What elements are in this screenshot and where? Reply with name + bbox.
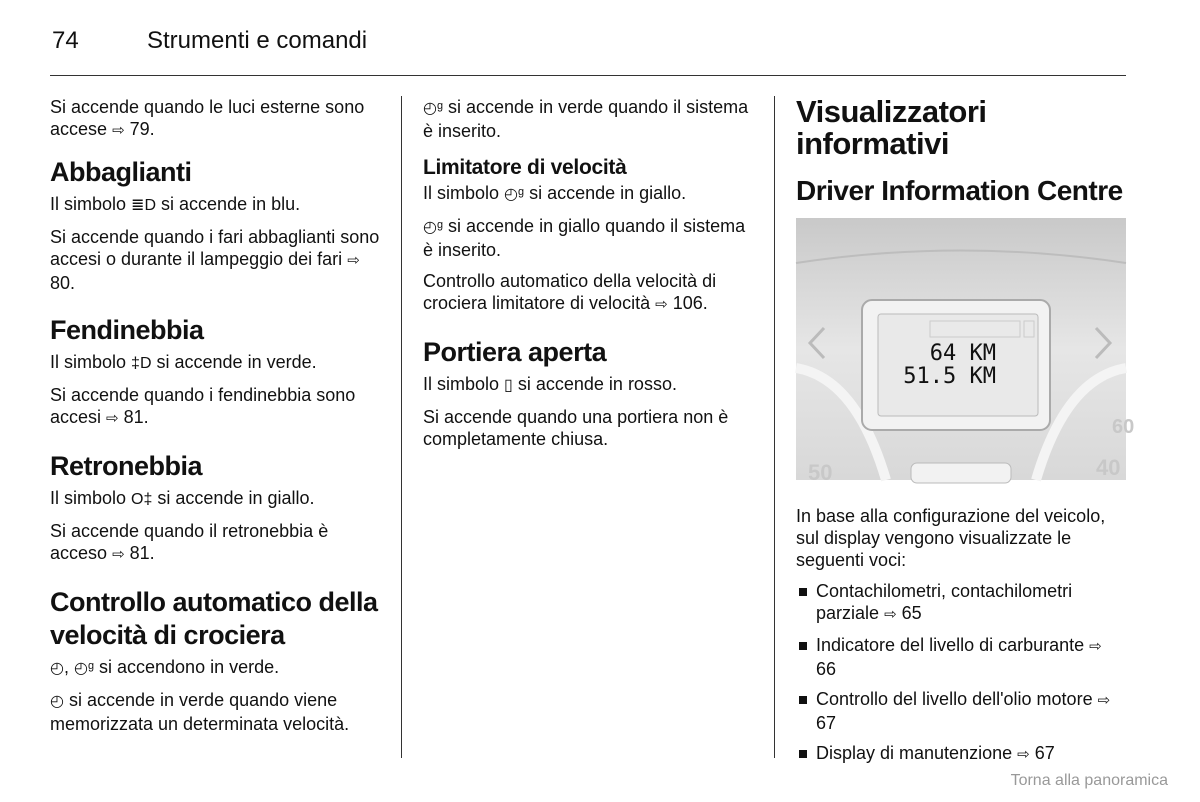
paragraph: Il simbolo O‡ si accende in giallo. xyxy=(50,488,315,508)
column-divider xyxy=(774,96,775,758)
paragraph: In base alla configurazione del veicolo, sul display vengono visualizzate le seguenti voci: xyxy=(796,506,1106,570)
section-title-cruise-control: Controllo automatico della velocità di crociera xyxy=(50,587,378,650)
speed-limiter-icon: ◴ᵍ xyxy=(423,219,443,236)
page-number: 74 xyxy=(52,27,79,54)
gauge-label-right-top: 60 xyxy=(1112,416,1135,438)
paragraph: ◴, ◴ᵍ si accendono in verde. xyxy=(50,657,280,677)
page-ref-arrow-icon: ⇨ xyxy=(1017,746,1030,763)
list-item: Indicatore del livello di carburante ⇨ 66 xyxy=(796,634,1126,680)
section-title-fendinebbia: Fendinebbia xyxy=(50,315,204,345)
column-divider xyxy=(401,96,402,758)
paragraph: Controllo automatico della velocità di crociera limitatore di velocità ⇨ 106. xyxy=(423,271,717,313)
paragraph: ◴ si accende in verde quando viene memorizzata un determinata velocità. xyxy=(50,690,350,734)
header-rule xyxy=(50,75,1126,76)
cruise-control-icon: ◴ xyxy=(50,693,64,710)
gauge-label-right: 40 xyxy=(1096,455,1121,480)
front-fog-light-icon: ‡D xyxy=(131,355,152,372)
dic-display-illustration xyxy=(796,218,1135,485)
display-line-1: 64 KM xyxy=(929,341,996,366)
paragraph: ◴ᵍ si accende in verde quando il sistema è inserito. xyxy=(423,97,749,141)
paragraph: Il simbolo ‡D si accende in verde. xyxy=(50,352,317,372)
page-ref-arrow-icon: ⇨ xyxy=(884,606,897,623)
list-item: Controllo del livello dell'olio motore ⇨ 67 xyxy=(796,688,1126,734)
cruise-control-icon: ◴ xyxy=(50,660,64,677)
paragraph: Si accende quando i fari abbaglianti sono accesi o durante il lampeggio dei fari ⇨ 80. xyxy=(50,227,380,293)
back-to-overview-link[interactable]: Torna alla panoramica xyxy=(1010,772,1168,789)
page-ref-arrow-icon: ⇨ xyxy=(1097,692,1111,709)
section-title-abbaglianti: Abbaglianti xyxy=(50,157,192,187)
section-title-portiera: Portiera aperta xyxy=(423,337,607,367)
paragraph: Si accende quando i fendinebbia sono accesi ⇨ 81. xyxy=(50,385,356,427)
paragraph: Il simbolo ≣D si accende in blu. xyxy=(50,194,301,214)
column-1 xyxy=(50,96,385,744)
paragraph: Il simbolo ▯ si accende in rosso. xyxy=(423,374,677,394)
page-ref-arrow-icon: ⇨ xyxy=(106,410,119,427)
speed-limiter-icon: ◴ᵍ xyxy=(423,100,443,117)
speed-limiter-icon: ◴ᵍ xyxy=(73,660,94,677)
paragraph: Si accende quando le luci esterne sono accese ⇨ 79. xyxy=(50,97,365,139)
door-open-icon: ▯ xyxy=(504,377,513,394)
paragraph: Si accende quando il retronebbia è acceso ⇨ 81. xyxy=(50,521,329,563)
page-ref-arrow-icon: ⇨ xyxy=(112,122,125,139)
paragraph: Si accende quando una portiera non è completamente chiusa. xyxy=(423,407,729,449)
display-line-2: 51.5 KM xyxy=(903,364,996,389)
speed-limiter-icon: ◴ᵍ xyxy=(504,186,525,203)
section-title-limitatore: Limitatore di velocità xyxy=(423,156,627,179)
section-title-retronebbia: Retronebbia xyxy=(50,451,203,481)
column-3 xyxy=(796,94,1135,774)
column-2 xyxy=(423,96,758,459)
section-title-dic: Driver Information Centre xyxy=(796,175,1123,206)
paragraph: Il simbolo ◴ᵍ si accende in giallo. xyxy=(423,183,687,203)
paragraph: ◴ᵍ si accende in giallo quando il sistema è inserito. xyxy=(423,216,746,260)
page-ref-arrow-icon: ⇨ xyxy=(655,296,668,313)
page-ref-arrow-icon: ⇨ xyxy=(112,546,125,563)
page-ref-arrow-icon: ⇨ xyxy=(1089,638,1102,655)
rear-fog-light-icon: O‡ xyxy=(131,491,153,508)
list-item: Display di manutenzione ⇨ 67 xyxy=(796,742,1126,766)
chapter-title: Visualizzatori informativi xyxy=(796,94,987,161)
page-header-title: Strumenti e comandi xyxy=(147,27,368,54)
high-beam-icon: ≣D xyxy=(131,197,157,214)
page-ref-arrow-icon: ⇨ xyxy=(347,252,360,269)
list-item: Contachilometri, contachilometri parziale ⇨ 65 xyxy=(796,580,1126,626)
dic-items-list xyxy=(796,580,1126,766)
gauge-label-left: 50 xyxy=(808,460,833,485)
